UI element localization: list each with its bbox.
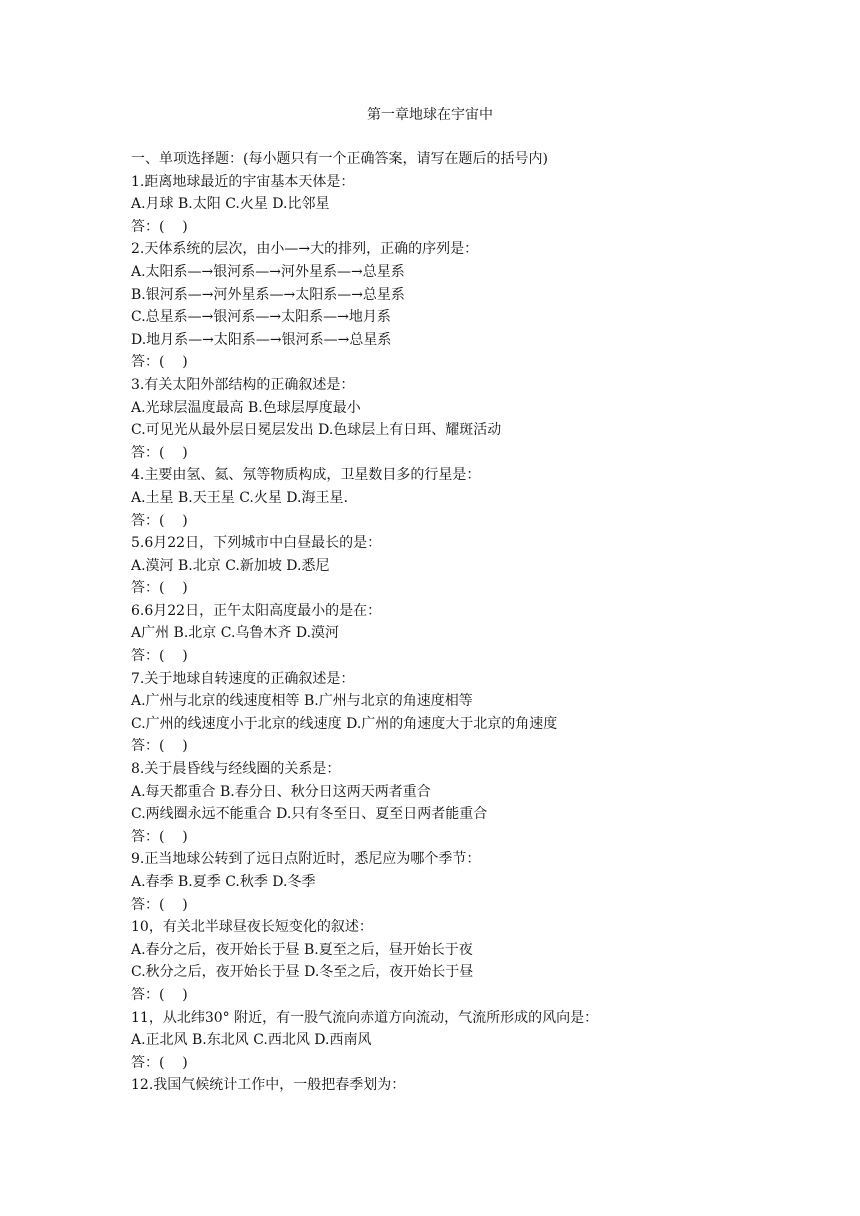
answer-blank: 答：( ) <box>131 896 188 913</box>
option-line: A.正北风 B.东北风 C.西北风 D.西南风 <box>131 1032 372 1049</box>
option-line: D.地月系—→太阳系—→银河系—→总星系 <box>131 331 392 348</box>
option-line: C.总星系—→银河系—→太阳系—→地月系 <box>131 309 391 326</box>
question-line: 3.有关太阳外部结构的正确叙述是： <box>131 376 355 393</box>
option-line: C.广州的线速度小于北京的线速度 D.广州的角速度大于北京的角速度 <box>131 715 558 732</box>
answer-blank: 答：( ) <box>131 1054 188 1071</box>
question-line: 5.6月22日，下列城市中白昼最长的是： <box>131 535 382 552</box>
option-line: A.漠河 B.北京 C.新加坡 D.悉尼 <box>131 557 330 574</box>
option-line: A.广州与北京的线速度相等 B.广州与北京的角速度相等 <box>131 693 473 710</box>
option-line: C.两线圈永远不能重合 D.只有冬至日、夏至日两者能重合 <box>131 806 488 823</box>
question-line: 8.关于晨昏线与经线圈的关系是： <box>131 761 341 778</box>
question-line: 10，有关北半球昼夜长短变化的叙述： <box>131 919 373 936</box>
question-line: 9.正当地球公转到了远日点附近时，悉尼应为哪个季节： <box>131 851 481 868</box>
question-line: 4.主要由氢、氦、氖等物质构成，卫星数目多的行星是： <box>131 467 481 484</box>
section-heading: 一、单项选择题：(每小题只有一个正确答案，请写在题后的括号内) <box>131 151 548 167</box>
question-line: 12.我国气候统计工作中，一般把春季划为： <box>131 1077 406 1094</box>
answer-blank: 答：( ) <box>131 512 188 529</box>
option-line: C.秋分之后，夜开始长于昼 D.冬至之后，夜开始长于昼 <box>131 964 474 981</box>
answer-blank: 答：( ) <box>131 218 188 235</box>
answer-blank: 答：( ) <box>131 580 188 597</box>
answer-blank: 答：( ) <box>131 828 188 845</box>
option-line: B.银河系—→河外星系—→太阳系—→总星系 <box>131 286 405 303</box>
document-body <box>131 148 831 1097</box>
option-line: A.光球层温度最高 B.色球层厚度最小 <box>131 399 361 416</box>
question-line: 2.天体系统的层次，由小—→大的排列，正确的序列是： <box>131 241 479 258</box>
option-line: C.可见光从最外层日冕层发出 D.色球层上有日珥、耀斑活动 <box>131 422 502 439</box>
option-line: A.土星 B.天王星 C.火星 D.海王星. <box>131 489 348 506</box>
question-line: 6.6月22日，正午太阳高度最小的是在： <box>131 602 382 619</box>
answer-blank: 答：( ) <box>131 648 188 665</box>
question-line: 1.距离地球最近的宇宙基本天体是： <box>131 173 355 190</box>
answer-blank: 答：( ) <box>131 738 188 755</box>
option-line: A.月球 B.太阳 C.火星 D.比邻星 <box>131 196 330 213</box>
answer-blank: 答：( ) <box>131 444 188 461</box>
option-line: A.春分之后，夜开始长于昼 B.夏至之后，昼开始长于夜 <box>131 941 473 958</box>
answer-blank: 答：( ) <box>131 354 188 371</box>
question-line: 7.关于地球自转速度的正确叙述是： <box>131 670 355 687</box>
question-line: 11，从北纬30° 附近，有一股气流向赤道方向流动，气流所形成的风向是： <box>131 1009 599 1026</box>
document-title: 第一章地球在宇宙中 <box>367 107 493 123</box>
option-line: A.每天都重合 B.春分日、秋分日这两天两者重合 <box>131 783 431 800</box>
option-line: A广州 B.北京 C.乌鲁木齐 D.漠河 <box>131 625 340 642</box>
option-line: A.太阳系—→银河系—→河外星系—→总星系 <box>131 263 405 280</box>
option-line: A.春季 B.夏季 C.秋季 D.冬季 <box>131 874 316 890</box>
answer-blank: 答：( ) <box>131 986 188 1003</box>
